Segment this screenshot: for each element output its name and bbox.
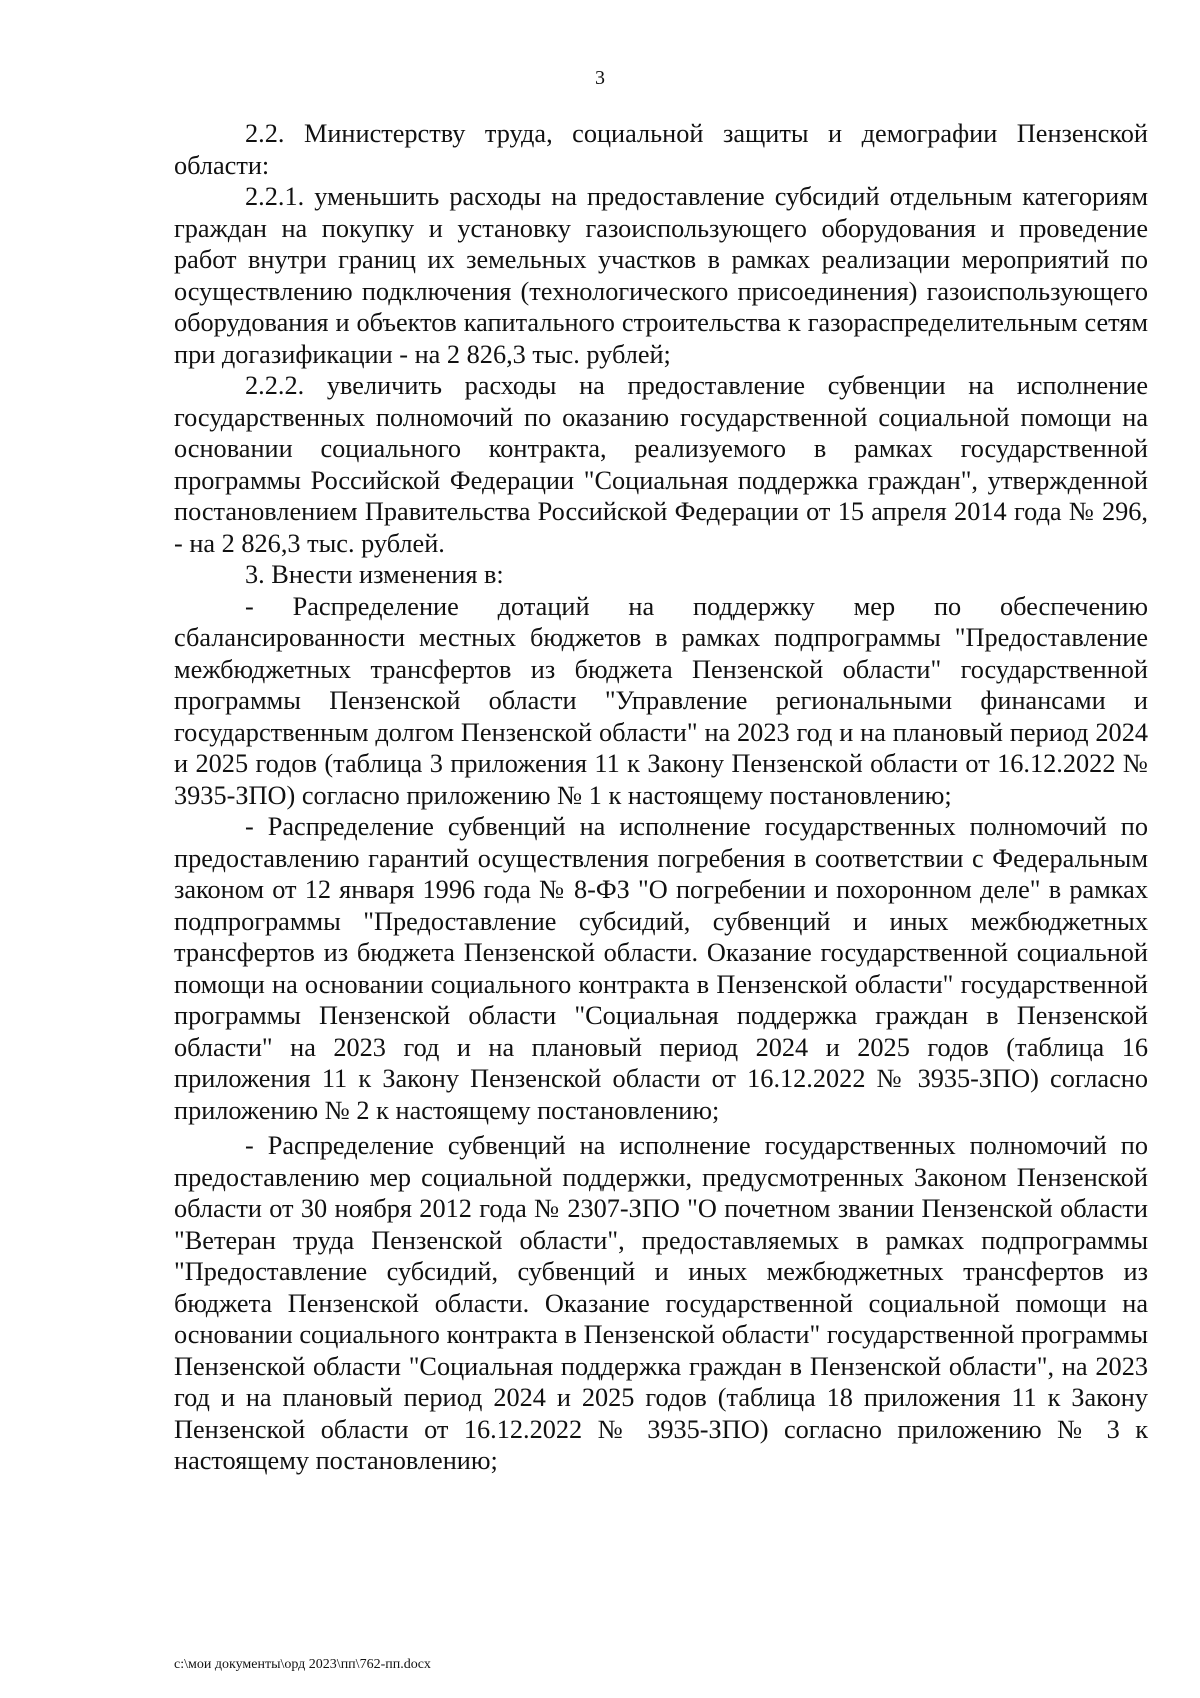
paragraph-2-2-2: 2.2.2. увеличить расходы на предоставление субвенции на исполнение государственных полномочий по оказанию государственной социальной помощи на основании социального контракта, реализуемого в рамках государственной программы Российской Федерации "Социальная поддержка граждан", утвержденной постановлением Правительства Российской Федерации от 15 апреля 2014 года № 296, - на 2 826,3 тыс. рублей. (174, 371, 1148, 558)
paragraph-2-2-1: 2.2.1. уменьшить расходы на предоставление субсидий отдельным категориям граждан на покупку и установку газоиспользующего оборудования и проведение работ внутри границ их земельных участков в рамках реализации мероприятий по осуществлению подключения (технологического присоединения) газоиспользующего оборудования и объектов капитального строительства к газораспределительным сетям при догазификации - на 2 826,3 тыс. рублей; (174, 182, 1148, 369)
document-body (174, 118, 1148, 1477)
list-item-table-3: - Распределение дотаций на поддержку мер по обеспечению сбалансированности местных бюджетов в рамках подпрограммы "Предоставление межбюджетных трансфертов из бюджета Пензенской области" государственной программы Пензенской области "Управление региональными финансами и государственным долгом Пензенской области" на 2023 год и на плановый период 2024 и 2025 годов (таблица 3 приложения 11 к Закону Пензенской области от 16.12.2022 № 3935-ЗПО) согласно приложению № 1 к настоящему постановлению; (174, 591, 1148, 810)
list-item-table-16: - Распределение субвенций на исполнение государственных полномочий по предоставлению гарантий осуществления погребения в соответствии с Федеральным законом от 12 января 1996 года № 8-ФЗ "О погребении и похоронном деле" в рамках подпрограммы "Предоставление субсидий, субвенций и иных межбюджетных трансфертов из бюджета Пензенской области. Оказание государственной социальной помощи на основании социального контракта в Пензенской области" государственной программы Пензенской области "Социальная поддержка граждан в Пензенской области" на 2023 год и на плановый период 2024 и 2025 годов (таблица 16 приложения 11 к Закону Пензенской области от 16.12.2022 № 3935-ЗПО) согласно приложению № 2 к настоящему постановлению; (174, 812, 1148, 1125)
paragraph-2-2: 2.2. Министерству труда, социальной защиты и демографии Пензенской области: (174, 119, 1148, 180)
footer-file-path: с:\мои документы\орд 2023\пп\762-пп.docx (174, 1657, 431, 1672)
page-number: 3 (595, 67, 605, 89)
paragraph-3: 3. Внести изменения в: (245, 560, 504, 589)
list-item-table-18: - Распределение субвенций на исполнение государственных полномочий по предоставлению мер социальной поддержки, предусмотренных Законом Пензенской области от 30 ноября 2012 года № 2307-ЗПО "О почетном звании Пензенской области "Ветеран труда Пензенской области", предоставляемых в рамках подпрограммы "Предоставление субсидий, субвенций и иных межбюджетных трансфертов из бюджета Пензенской области. Оказание государственной социальной помощи на основании социального контракта в Пензенской области" государственной программы Пензенской области "Социальная поддержка граждан в Пензенской области", на 2023 год и на плановый период 2024 и 2025 годов (таблица 18 приложения 11 к Закону Пензенской области от 16.12.2022 № 3935-ЗПО) согласно приложению № 3 к настоящему постановлению; (174, 1131, 1148, 1475)
